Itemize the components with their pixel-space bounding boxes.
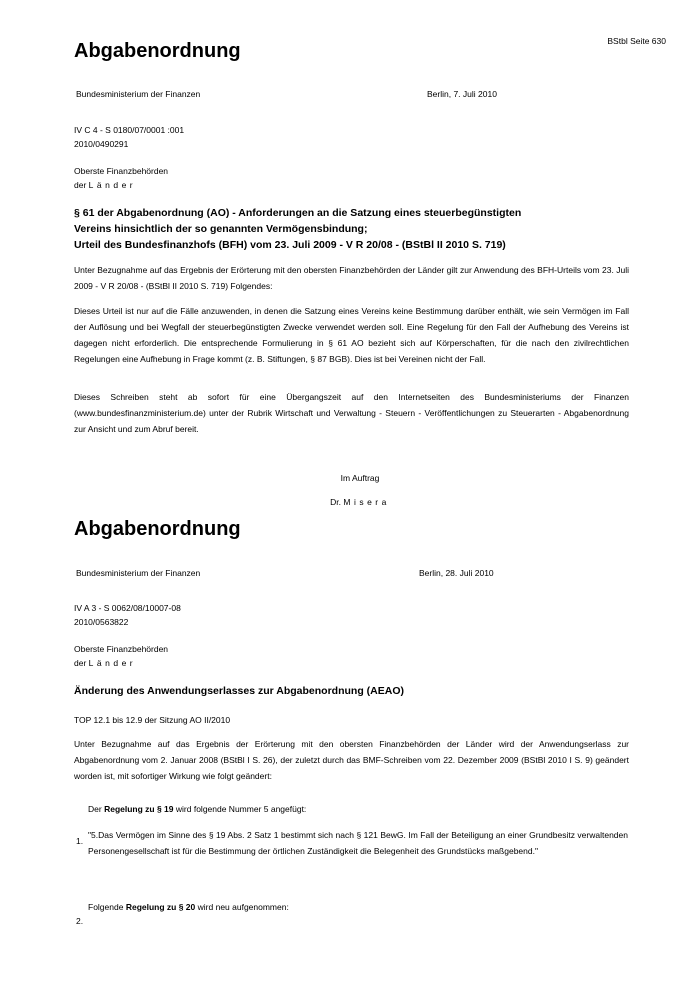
doc1-subject-line: § 61 der Abgabenordnung (AO) - Anforderungen an die Satzung eines steuerbegünstigten <box>74 207 522 219</box>
doc2-title: Abgabenordnung <box>74 518 241 540</box>
doc1-date: Berlin, 7. Juli 2010 <box>427 89 497 99</box>
doc2-item1-intro: Der Regelung zu § 19 wird folgende Nummer 5 angefügt: <box>88 804 307 814</box>
doc2-reference <box>74 601 181 629</box>
doc2-recipient-line1: Oberste Finanzbehörden <box>74 644 169 654</box>
doc1-subject <box>74 205 634 253</box>
doc1-reference <box>74 123 184 151</box>
doc1-title: Abgabenordnung <box>74 40 241 62</box>
doc2-item1-quote: "5.Das Vermögen im Sinne des § 19 Abs. 2 Satz 1 bestimmt sich nach § 121 BewG. Im Fall der Beteiligung an einer Grundbesitz verwaltenden Personengesellschaft ist für die Bestimmung der örtlichen Zuständigkeit die Belegenheit des Grundstücks maßgebend." <box>88 830 628 856</box>
doc1-paragraph: Dieses Urteil ist nur auf die Fälle anzuwenden, in denen die Satzung eines Vereins keine Bestimmung darüber enthält, wie sein Vermögen im Fall der Auflösung und bei Wegfall der steuerbegünstigten Zwecke verwendet werden soll. Eine Regelung für den Fall der Aufhebung des Vereins ist dagegen nicht erforderlich. Die entsprechende Formulierung in § 61 AO bezieht sich auf Körperschaften, für die nach den zivilrechtlichen Regelungen eine Aufhebung in Frage kommt (z. B. Stiftungen, § 87 BGB). Dies ist bei Vereinen nicht der Fall. <box>74 306 629 364</box>
doc1-sender: Bundesministerium der Finanzen <box>76 89 201 99</box>
doc1-paragraph: Unter Bezugnahme auf das Ergebnis der Erörterung mit den obersten Finanzbehörden der Länder gilt zur Anwendung des BFH-Urteils vom 23. Juli 2009 - V R 20/08 - (BStBl II 2010 S. 719) Folgendes: <box>74 265 629 291</box>
doc1-signoff: Im Auftrag <box>340 473 380 483</box>
doc1-recipient-line2: der Länder <box>74 180 137 190</box>
doc2-date: Berlin, 28. Juli 2010 <box>419 568 494 578</box>
doc1-ref-line1: IV C 4 - S 0180/07/0001 :001 <box>74 125 185 135</box>
doc1-subject-line: Urteil des Bundesfinanzhofs (BFH) vom 23. Juli 2009 - V R 20/08 - (BStBl II 2010 S. 719) <box>74 239 506 251</box>
doc2-sender: Bundesministerium der Finanzen <box>76 568 201 578</box>
doc1-signer: Dr. Misera <box>330 497 390 507</box>
doc2-ref-line1: IV A 3 - S 0062/08/10007-08 <box>74 603 181 613</box>
doc2-item1-number: 1. <box>76 836 84 846</box>
page-reference: BStbl Seite 630 <box>607 36 666 46</box>
doc1-recipient <box>74 164 168 192</box>
doc2-top-line: TOP 12.1 bis 12.9 der Sitzung AO II/2010 <box>74 715 231 725</box>
doc2-item2-intro: Folgende Regelung zu § 20 wird neu aufgenommen: <box>88 902 289 912</box>
doc1-paragraph: Dieses Schreiben steht ab sofort für eine Übergangszeit auf den Internetseiten des Bundesministeriums der Finanzen (www.bundesfinanzministerium.de) unter der Rubrik Wirtschaft und Verwaltung - Steuern - Veröffentlichungen zu Steuerarten - Abgabenordnung zur Ansicht und zum Abruf bereit. <box>74 392 629 434</box>
doc2-ref-line2: 2010/0563822 <box>74 617 129 627</box>
doc2-recipient-line2: der Länder <box>74 658 137 668</box>
doc1-ref-line2: 2010/0490291 <box>74 139 129 149</box>
doc2-item2-number: 2. <box>76 916 84 926</box>
doc1-recipient-line1: Oberste Finanzbehörden <box>74 166 169 176</box>
doc2-subject: Änderung des Anwendungserlasses zur Abgabenordnung (AEAO) <box>74 685 404 697</box>
doc1-subject-line: Vereins hinsichtlich der so genannten Vermögensbindung; <box>74 223 368 235</box>
doc2-recipient <box>74 642 168 670</box>
doc2-intro: Unter Bezugnahme auf das Ergebnis der Erörterung mit den obersten Finanzbehörden der Länder wird der Anwendungserlass zur Abgabenordnung vom 2. Januar 2008 (BStBl I S. 26), der zuletzt durch das BMF-Schreiben vom 22. Dezember 2009 (BStBl 2010 I S. 9) geändert worden ist, mit sofortiger Wirkung wie folgt geändert: <box>74 739 629 781</box>
